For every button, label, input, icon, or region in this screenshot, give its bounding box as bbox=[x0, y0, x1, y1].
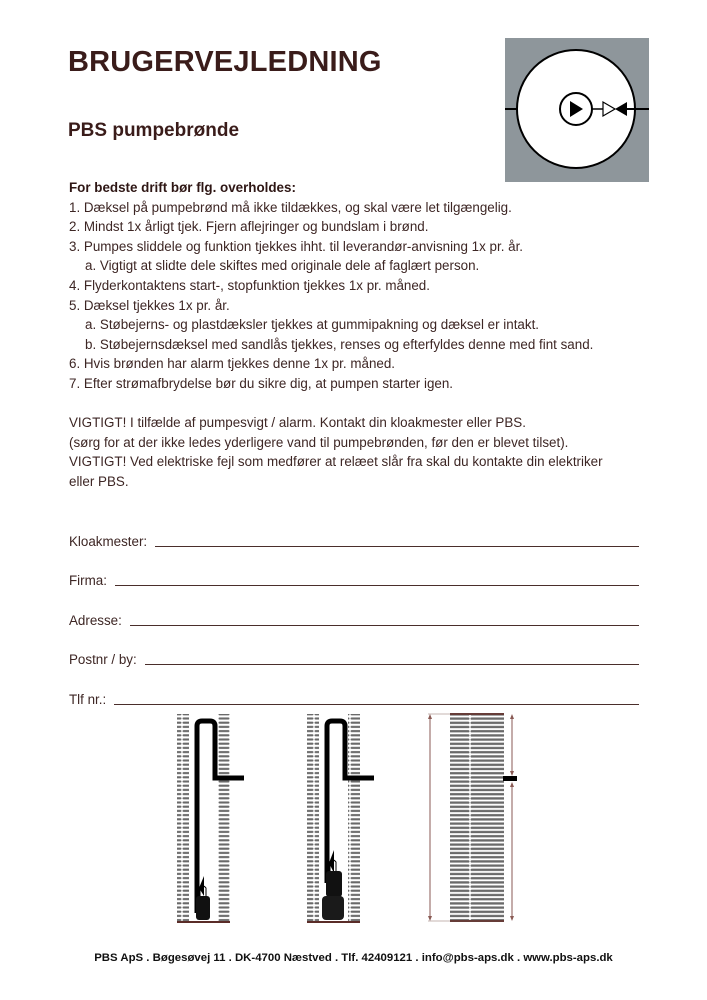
form-row-adresse bbox=[69, 589, 639, 629]
instruction-item: 3. Pumpes sliddele og funktion tjekkes ihht. til leverandør-anvisning 1x pr. år. bbox=[69, 238, 524, 254]
pump-well-diagram-1-icon bbox=[177, 714, 244, 922]
instruction-subitem: a. Støbejerns- og plastdæksler tjekkes at gummipakning og dæksel er intakt. bbox=[85, 317, 540, 333]
pump-well-diagram-2-icon bbox=[307, 714, 374, 922]
warning-line: eller PBS. bbox=[69, 473, 129, 489]
tlf-field[interactable] bbox=[114, 690, 639, 705]
field-label: Tlf nr.: bbox=[69, 691, 107, 707]
well-dimension-diagram-icon bbox=[428, 714, 517, 921]
form-row-tlf bbox=[69, 668, 639, 708]
page-subtitle: PBS pumpebrønde bbox=[68, 120, 240, 141]
instruction-subitem: b. Støbejernsdæksel med sandlås tjekkes, renses og efterfyldes denne med fint sand. bbox=[85, 336, 594, 352]
instructions-heading: For bedste drift bør flg. overholdes: bbox=[69, 180, 296, 195]
pump-well-symbol-icon bbox=[505, 38, 649, 182]
instruction-item: 7. Efter strømafbrydelse bør du sikre dig, at pumpen starter igen. bbox=[69, 375, 454, 391]
contact-form bbox=[69, 510, 639, 708]
field-label: Kloakmester: bbox=[69, 533, 148, 549]
instruction-subitem: a. Vigtigt at slidte dele skiftes med originale dele af faglært person. bbox=[85, 258, 480, 274]
warning-line: VIGTIGT! I tilfælde af pumpesvigt / alarm. Kontakt din kloakmester eller PBS. bbox=[69, 415, 526, 430]
warnings-section bbox=[69, 413, 649, 491]
field-label: Firma: bbox=[69, 573, 107, 588]
kloakmester-field[interactable] bbox=[155, 532, 639, 547]
adresse-field[interactable] bbox=[130, 611, 639, 626]
firma-field[interactable] bbox=[115, 571, 639, 586]
instruction-item: 1. Dæksel på pumpebrønd må ikke tildækkes, og skal være let tilgængelig. bbox=[69, 199, 512, 215]
instructions-section bbox=[69, 178, 669, 394]
form-row-postnr bbox=[69, 629, 639, 669]
instruction-item: 2. Mindst 1x årligt tjek. Fjern aflejringer og bundslam i brønd. bbox=[69, 219, 429, 235]
page-title: BRUGERVEJLEDNING bbox=[68, 46, 382, 78]
instruction-item: 4. Flyderkontaktens start-, stopfunktion tjekkes 1x pr. måned. bbox=[69, 277, 430, 293]
warning-line: (sørg for at der ikke ledes yderligere vand til pumpebrønden, før den er blevet tilset). bbox=[69, 434, 569, 450]
warning-line: VIGTIGT! Ved elektriske fejl som medfører at relæet slår fra skal du kontakte din elektriker bbox=[69, 454, 603, 470]
field-label: Adresse: bbox=[69, 612, 122, 628]
well-diagrams bbox=[170, 708, 520, 933]
instruction-item: 5. Dæksel tjekkes 1x pr. år. bbox=[69, 297, 230, 313]
form-row-firma bbox=[69, 550, 639, 590]
footer-contact: PBS ApS . Bøgesøvej 11 . DK-4700 Næstved . Tlf. 42409121 . info@pbs-aps.dk . www.pbs-aps.dk bbox=[94, 952, 613, 964]
postnr-field[interactable] bbox=[145, 650, 639, 665]
instruction-item: 6. Hvis brønden har alarm tjekkes denne 1x pr. måned. bbox=[69, 356, 396, 372]
field-label: Postnr / by: bbox=[69, 652, 137, 667]
form-row-kloakmester bbox=[69, 510, 639, 550]
